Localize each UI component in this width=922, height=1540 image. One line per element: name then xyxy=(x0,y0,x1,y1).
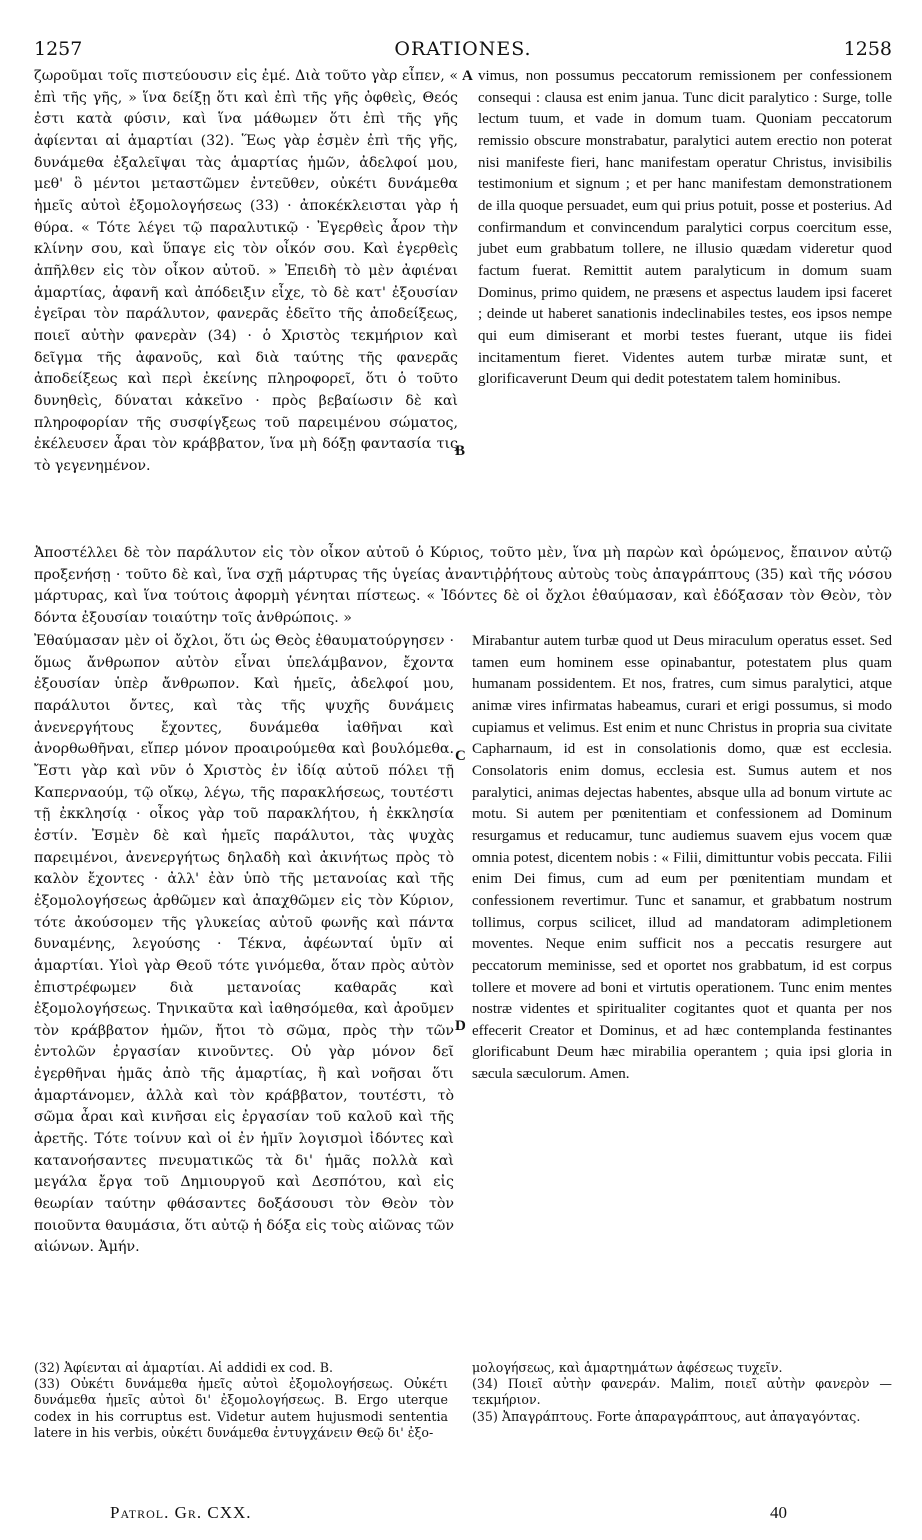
footer-series: Patrol. Gr. CXX. xyxy=(110,1503,252,1522)
margin-marker-a: A xyxy=(462,68,473,84)
greek-column-top xyxy=(34,66,458,477)
latin-column-bottom xyxy=(472,631,892,1086)
latin-paragraph: Mirabantur autem turbæ quod ut Deus miraculum operatus esset. Sed tamen eum hominem esse opinabantur, potestatem plus quam humanam possidentem. Et nos, fratres, cum simus paralytici, atque animæ vires infirmatas habeamus, curari et erigi possumus, si modo cupiamus et velimus. Est enim et nunc Christus in propria sua civitate Capharnaum, id est in consolationis domo, quæ est ecclesia. Consolatoris enim domus, ecclesia est. Sumus autem et nos paralytici, animas dejectas habentes, absque ulla ad bonum virtute ac motu. Si autem per pœnitentiam et confessionem ad Dominum resurgamus et reducamur, tunc audiemus suavem ejus vocem quæ omnia potest, dicentem nobis : « Filii, dimittuntur vobis peccata. Filii enim Dei fimus, cum ad eum per pœnitentiam mundam et confessionem revertimur. Tunc et sanamur, et grabbatum nostrum tollimus, corpus scilicet, illud ad mandatoram adimpletionem moventes. Neque enim sufficit nos a peccatis resurgere aut peccatorum meminisse, sed et oportet nos grabbatum, id est corpus tollere et movere ad boni et virtutis operationem. Tunc enim mentes nostræ videntes et spiritualiter cogitantes quot et quanta per nos effecerit Creator et Dominus, et ad hæc contemplanda festinantes glorificabunt Deum hæc mirabilia operantem ; quia ipsi gloria in sæcula sæculorum. Amen. xyxy=(472,633,892,1083)
margin-marker-d: D xyxy=(455,1018,466,1034)
latin-column-top xyxy=(478,66,892,391)
footnotes-right xyxy=(472,1360,892,1425)
page-header xyxy=(34,38,892,66)
greek-paragraph: Ἀποστέλλει δὲ τὸν παράλυτον εἰς τὸν οἶκον αὐτοῦ ὁ Κύριος, τοῦτο μὲν, ἵνα μὴ παρὼν καὶ ὁρώμενος, ἔπαινον αὐτῷ προξενήσῃ · τοῦτο δὲ καὶ, ἵνα σχῇ μάρτυρας τῆς ὑγείας ἀναντιῤῥήτους αὐτοὺς τοὺς ἀπαγράπτους (35) καὶ τῆς νόσου μάρτυρας, καὶ ἵνα τούτοις ἀφορμὴ γένηται πίστεως. « Ἰδόντες δὲ οἱ ὄχλοι ἐθαύμασαν, καὶ ἐδόξασαν τὸν Θεὸν, τὸν δόντα ἐξουσίαν τοιαύτην τοῖς ἀνθρώποις. » xyxy=(34,545,892,626)
greek-column-bottom xyxy=(34,631,454,1259)
greek-paragraph: ζωροῦμαι τοῖς πιστεύουσιν εἰς ἐμέ. Διὰ τοῦτο γὰρ εἶπεν, « ἐπὶ τῆς γῆς, » ἵνα δείξῃ ὅτι καὶ ἐπὶ τῆς γῆς ὀφθεὶς, Θεός ἐστι κατὰ φύσιν, καὶ ἵνα μάθωμεν ὅτι ἐπὶ τῆς γῆς ἀφίενται αἱ ἁμαρτίαι (32). Ἕως γὰρ ἐσμὲν ἐπὶ τῆς γῆς, δυνάμεθα ἐξαλεῖψαι τὰς ἁμαρτίας ἡμῶν, ἀδελφοί μου, μεθ' ὃ μέντοι μεταστῶμεν ἐντεῦθεν, οὐκέτι δυνάμεθα ἡμεῖς αὐτοὶ ἐξομολογήσεως (33) · ἀποκέκλεισται γὰρ ἡ θύρα. « Τότε λέγει τῷ παραλυτικῷ · Ἐγερθεὶς ἆρον τὴν κλίνην σου, καὶ ὕπαγε εἰς τὸν οἶκόν σου. Καὶ ἐγερθεὶς ἀπῆλθεν εἰς τὸν οἶκον αὐτοῦ. » Ἐπειδὴ τὸ μὲν ἀφιέναι ἁμαρτίας, ἀφανῆ καὶ ἀπόδειξιν εἶχε, τὸ δὲ κατ' ἐξουσίαν ἐγεῖραι τὸν παράλυτον, φανερᾶς ἐδεῖτο τῆς ἀποδείξεως, ποιεῖ αὐτὴν φανερὰν (34) · ὁ Χριστὸς τεκμήριον καὶ δεῖγμα τῆς ἀφανοῦς, καὶ διὰ ταύτης τῆς φανερᾶς ἀποδείξεως καὶ περὶ ἐκείνης πληροφορεῖ, ὅτι ὁ τοῦτο δυνηθεὶς, δύναται κἀκεῖνο · πρὸς βεβαίωσιν δὲ καὶ πληροφορίαν τῆς συσφίγξεως τοῦ παρειμένου σώματος, ἐκέλευσεν ἆραι τὸν κράββατον, ἵνα μὴ δόξῃ φαντασία τις τὸ γεγενημένον. xyxy=(34,68,458,474)
latin-paragraph: vimus, non possumus peccatorum remissionem per confessionem consequi : clausa est enim janua. Tunc dicit paralytico : Surge, tolle lectum tuum, et vade in domum tuam. Quoniam peccatorum remissio obscure monstrabatur, paralytici autem erectio non poterat nisi manifeste fieri, hanc manifestam operatur Christus, invisibilis testimonium et signum ; et per hanc manifestam demonstrationem de illa quoque persuadet, eum qui prius potuit, posse et posterius. Ad confirmandum et convincendum paralytici corpus coercitum esse, jubet eum grabbatum tollere, ne illusio quædam videretur quod factum fuerat. Remittit autem paralyticum in domum suam Dominus, primo quidem, ne præsens et aspectus laudem ipsi faceret ; deinde ut haberet sanationis indeclinabiles testes, eos ipsos nempe qui eum dimiserant et morbi testes fuerant, utque iis fidei incitamentum fieret. Videntes autem turbæ miratæ sunt, et glorificaverunt Deum qui dedit potestatem talem hominibus. xyxy=(478,68,892,388)
margin-marker-c: C xyxy=(455,748,466,764)
running-title: ORATIONES. xyxy=(394,38,532,60)
footnote: (35) Ἀπαγράπτους. Forte ἀπαραγράπτους, aut ἀπαγαγόντας. xyxy=(472,1408,861,1424)
greek-full-width-paragraph xyxy=(34,543,892,630)
footnote: (32) Ἀφίενται αἱ ἁμαρτίαι. Αἱ addidi ex cod. B. xyxy=(34,1360,334,1375)
footnote: (33) Οὐκέτι δυνάμεθα ἡμεῖς αὐτοὶ ἐξομολογήσεως. Οὐκέτι δυνάμεθα ἡμεῖς αὐτοὶ δι' ἐξομολογήσεως. B. Ergo uterque codex in his corruptus est. Videtur autem hujusmodi sententia latere in his verbis, οὐκέτι δυνάμεθα ἐντυγχάνειν Θεῷ δι' ἐξο- xyxy=(34,1376,448,1440)
page-number-right: 1258 xyxy=(843,38,892,60)
footnote: (34) Ποιεῖ αὐτὴν φανεράν. Malim, ποιεῖ αὐτὴν φανερὸν — τεκμήριον. xyxy=(472,1376,892,1408)
margin-marker-b: B xyxy=(455,443,466,459)
footer-signature: 40 xyxy=(770,1503,787,1522)
page-number-left: 1257 xyxy=(34,38,83,60)
greek-paragraph: Ἐθαύμασαν μὲν οἱ ὄχλοι, ὅτι ὡς Θεὸς ἐθαυματούργησεν · ὅμως ἄνθρωπον αὐτὸν εἶναι ὑπελάμβανον, ἔχοντα ἐξουσίαν ὑπὲρ ἄνθρωπον. Καὶ ἡμεῖς, ἀδελφοί μου, παράλυτοι ὄντες, καὶ τὰς τῆς ψυχῆς δυνάμεις ἀνενεργήτους ἔχοντες, δυνάμεθα ἰαθῆναι καὶ ἀνορθωθῆναι, εἴπερ μόνον προαιρούμεθα καὶ βουλόμεθα. Ἔστι γὰρ καὶ νῦν ὁ Χριστὸς ἐν ἰδίᾳ αὐτοῦ πόλει τῇ Καπερναούμ, τῷ οἴκῳ, λέγω, τῆς παρακλήσεως, τουτέστι τῇ ἐκκλησίᾳ · οἶκος γὰρ τοῦ παρακλήτου, ἡ ἐκκλησία ἐστίν. Ἐσμὲν δὲ καὶ ἡμεῖς παράλυτοι, τὰς ψυχὰς παρειμένοι, ἀνενεργήτως δηλαδὴ καὶ ἀκινήτως πρὸς τὸ καλὸν ἔχοντες · ἀλλ' ἐὰν ὑπὸ τῆς μετανοίας καὶ τῆς ἐξομολογήσεως ἀρθῶμεν καὶ ἀπαχθῶμεν εἰς τὸν Κύριον, τότε ἀκούσομεν τῆς γλυκείας αὐτοῦ φωνῆς καὶ πάντα δυναμένης, λεγούσης · Τέκνα, ἀφέωνταί ὑμῖν αἱ ἁμαρτίαι. Υἱοὶ γὰρ Θεοῦ τότε γινόμεθα, ὅταν πρὸς αὐτὸν ἐπιστρέφωμεν διὰ μετανοίας καθαρᾶς καὶ ἐξομολογήσεως. Τηνικαῦτα καὶ ἰαθησόμεθα, καὶ ἀροῦμεν τὸν κράββατον ἡμῶν, ἤτοι τὸ σῶμα, πρὸς τὴν τῶν ἐντολῶν ἐργασίαν κινοῦντες. Οὐ γὰρ μόνον δεῖ ἐγερθῆναι ἡμᾶς ἀπὸ τῆς ἁμαρτίας, ἢ καὶ νοῆσαι ὅτι ἁμαρτάνομεν, ἀλλὰ καὶ τὸν κράββατον, τουτέστι, τὸ σῶμα ἆραι καὶ κινῆσαι εἰς ἐργασίαν τοῦ καλοῦ καὶ τῆς ἀρετῆς. Τότε τοίνυν καὶ οἱ ἐν ἡμῖν λογισμοὶ ἰδόντες καὶ κατανοήσαντες πνευματικῶς τὰ δι' ἡμᾶς πολλὰ καὶ μεγάλα ἔργα τοῦ Δημιουργοῦ καὶ Δεσπότου, καὶ εἰς θεωρίαν ταύτην φθάσαντες δοξάσουσι τὸν Θεὸν τὸν ποιοῦντα θαυμάσια, ὅτι αὐτῷ ἡ δόξα εἰς τοὺς αἰῶνας τῶν αἰώνων. Ἀμήν. xyxy=(34,633,454,1256)
footnote: μολογήσεως, καὶ ἁμαρτημάτων ἀφέσεως τυχεῖν. xyxy=(472,1360,783,1375)
footnotes-left xyxy=(34,1360,448,1441)
